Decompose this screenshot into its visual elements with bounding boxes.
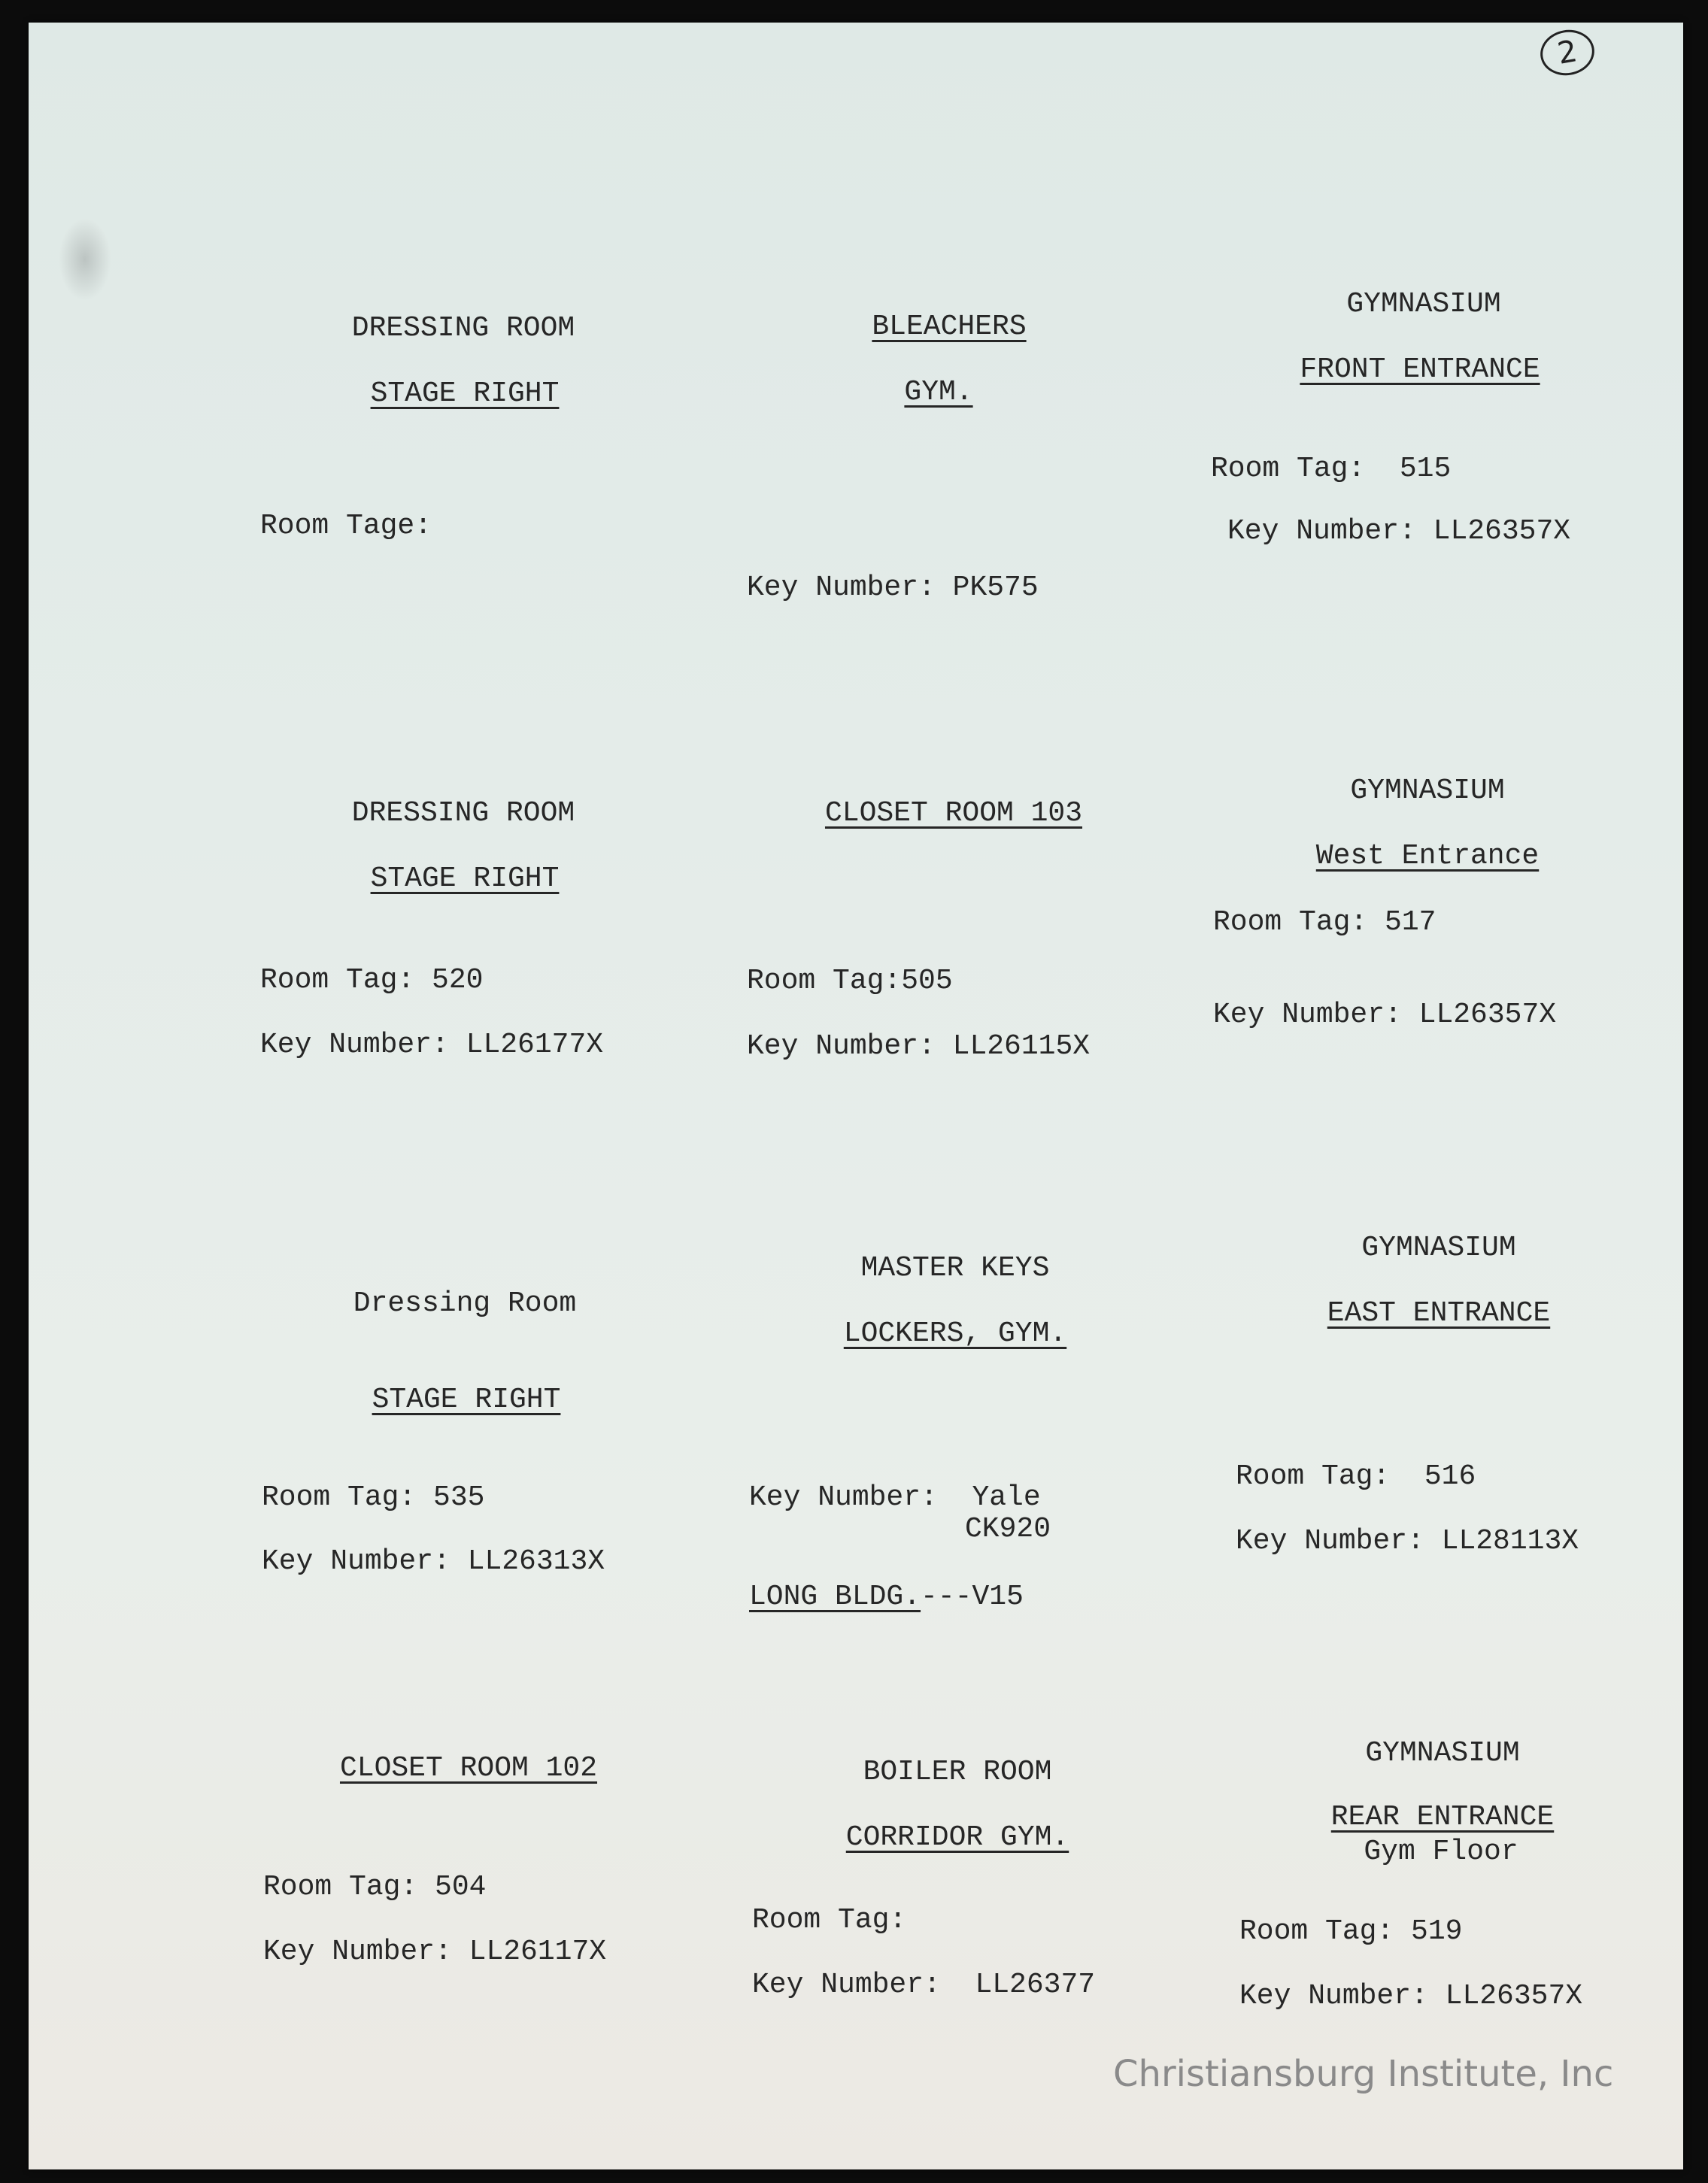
closet102-key-number: Key Number: LL26117X xyxy=(263,1936,607,1968)
gym-east-room-tag: Room Tag: 516 xyxy=(1236,1460,1476,1493)
gym-front-subtitle: FRONT ENTRANCE xyxy=(1300,353,1540,386)
gym-west-key-number: Key Number: LL26357X xyxy=(1213,999,1557,1031)
long-bldg-line xyxy=(749,1581,1024,1614)
dr1-room-tag: Room Tage: xyxy=(260,510,432,542)
bleachers-subtitle: GYM. xyxy=(904,376,973,408)
gym-rear-subtitle: REAR ENTRANCE xyxy=(1330,1801,1555,1833)
gym-west-subtitle: West Entrance xyxy=(1315,840,1540,872)
boiler-room-subtitle: CORRIDOR GYM. xyxy=(845,1821,1069,1854)
closet103-key-number: Key Number: LL26115X xyxy=(747,1030,1091,1063)
long-bldg-label: LONG BLDG. xyxy=(749,1581,921,1613)
gym-rear-title: GYMNASIUM xyxy=(1365,1737,1520,1769)
watermark: Christiansburg Institute, Inc xyxy=(1113,2053,1614,2095)
gym-rear-room-tag: Room Tag: 519 xyxy=(1239,1915,1463,1948)
dr2-room-tag: Room Tag: 520 xyxy=(260,964,484,996)
gym-east-key-number: Key Number: LL28113X xyxy=(1236,1525,1579,1557)
dr3-title: Dressing Room xyxy=(353,1287,577,1320)
dr3-subtitle: STAGE RIGHT xyxy=(372,1384,561,1416)
gym-west-room-tag: Room Tag: 517 xyxy=(1213,906,1436,938)
gym-east-title: GYMNASIUM xyxy=(1361,1232,1516,1264)
document-page xyxy=(29,23,1683,2169)
closet102-title: CLOSET ROOM 102 xyxy=(339,1752,598,1784)
ink-smudge xyxy=(59,218,111,301)
dr2-title: DRESSING ROOM xyxy=(351,797,575,829)
boiler-room-key-number: Key Number: LL26377 xyxy=(752,1969,1096,2001)
closet103-title: CLOSET ROOM 103 xyxy=(824,797,1083,829)
dr2-subtitle: STAGE RIGHT xyxy=(370,863,560,895)
dr3-key-number: Key Number: LL26313X xyxy=(262,1545,605,1578)
master-keys-subtitle: LOCKERS, GYM. xyxy=(843,1317,1067,1350)
bleachers-title: BLEACHERS xyxy=(872,311,1027,343)
gym-front-key-number: Key Number: LL26357X xyxy=(1227,515,1571,547)
gym-east-subtitle: EAST ENTRANCE xyxy=(1327,1297,1551,1330)
gym-front-room-tag: Room Tag: 515 xyxy=(1211,453,1452,485)
master-keys-title: MASTER KEYS xyxy=(860,1252,1050,1284)
gym-west-title: GYMNASIUM xyxy=(1350,775,1505,807)
dr1-subtitle: STAGE RIGHT xyxy=(370,377,560,410)
boiler-room-room-tag: Room Tag: xyxy=(752,1904,907,1936)
boiler-room-title: BOILER ROOM xyxy=(863,1756,1052,1788)
bleachers-key-number: Key Number: PK575 xyxy=(747,572,1039,604)
dr1-title: DRESSING ROOM xyxy=(351,312,575,344)
gym-rear-key-number: Key Number: LL26357X xyxy=(1239,1980,1583,2012)
master-keys-key-number-2: CK920 xyxy=(965,1513,1051,1545)
closet103-room-tag: Room Tag:505 xyxy=(747,965,953,997)
dr3-room-tag: Room Tag: 535 xyxy=(262,1481,485,1514)
long-bldg-value: ---V15 xyxy=(921,1581,1024,1613)
master-keys-key-number: Key Number: Yale xyxy=(749,1481,1041,1514)
gym-rear-subtitle-2: Gym Floor xyxy=(1364,1836,1518,1868)
gym-front-title: GYMNASIUM xyxy=(1346,288,1501,320)
page-number: 2 xyxy=(1537,26,1597,80)
dr2-key-number: Key Number: LL26177X xyxy=(260,1029,604,1061)
closet102-room-tag: Room Tag: 504 xyxy=(263,1871,487,1903)
